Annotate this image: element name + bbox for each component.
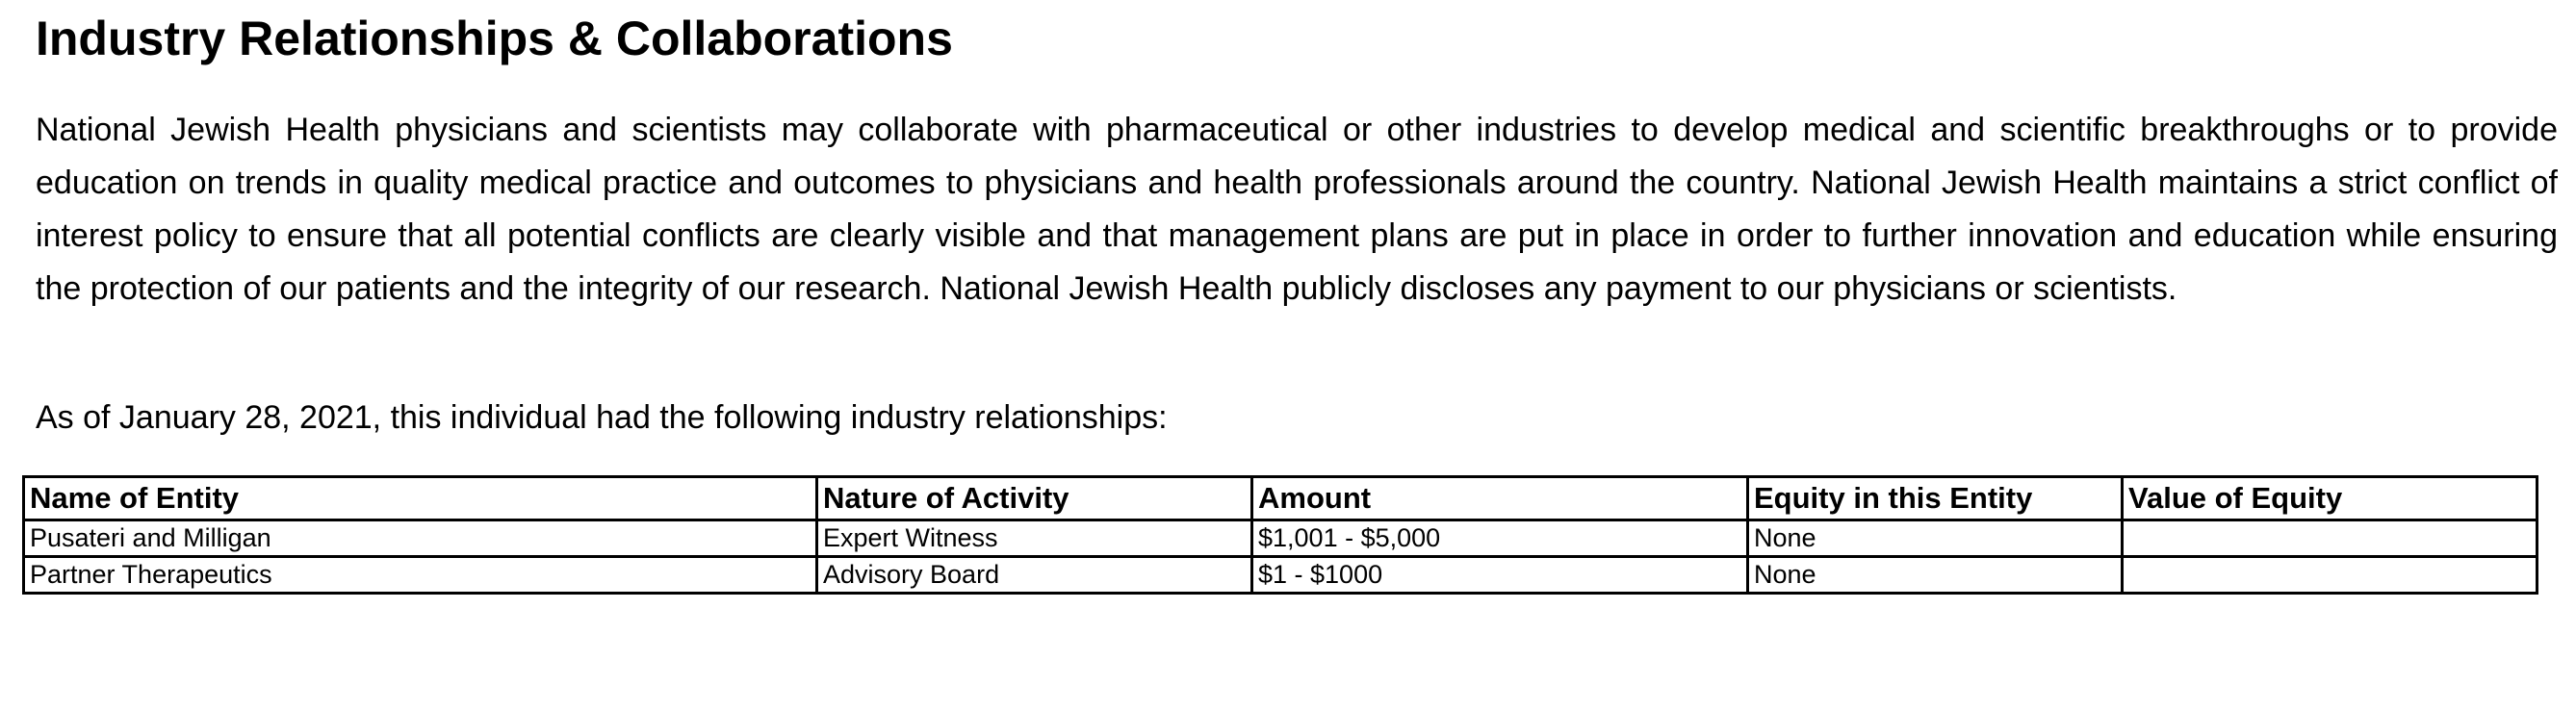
table-row	[24, 520, 2537, 557]
cell-value-of-equity	[2123, 520, 2537, 557]
cell-value-of-equity	[2123, 557, 2537, 594]
header-equity-in-entity: Equity in this Entity	[1748, 477, 2123, 520]
section-title: Industry Relationships & Collaborations	[36, 12, 953, 65]
cell-name-of-entity: Pusateri and Milligan	[24, 520, 817, 557]
table-row	[24, 557, 2537, 594]
header-name-of-entity: Name of Entity	[24, 477, 817, 520]
header-value-of-equity: Value of Equity	[2123, 477, 2537, 520]
cell-nature-of-activity: Expert Witness	[817, 520, 1252, 557]
cell-equity-in-entity: None	[1748, 520, 2123, 557]
cell-amount: $1 - $1000	[1252, 557, 1748, 594]
header-nature-of-activity: Nature of Activity	[817, 477, 1252, 520]
header-amount: Amount	[1252, 477, 1748, 520]
intro-paragraph: National Jewish Health physicians and scientists may collaborate with pharmaceutical or other industries to develop medical and scientific breakthroughs or to provide education on trends in quality medical practice and outcomes to physicians and health professionals around the country. National Jewish Health maintains a strict conflict of interest policy to ensure that all potential conflicts are clearly visible and that management plans are put in place in order to further innovation and education while ensuring the protection of our patients and the integrity of our research. National Jewish Health publicly discloses any payment to our physicians or scientists.	[36, 112, 2558, 307]
industry-relationships-table	[22, 475, 2538, 595]
as-of-statement: As of January 28, 2021, this individual had the following industry relationships:	[36, 399, 1168, 436]
cell-nature-of-activity: Advisory Board	[817, 557, 1252, 594]
cell-name-of-entity: Partner Therapeutics	[24, 557, 817, 594]
cell-amount: $1,001 - $5,000	[1252, 520, 1748, 557]
table-header-row	[24, 477, 2537, 520]
cell-equity-in-entity: None	[1748, 557, 2123, 594]
